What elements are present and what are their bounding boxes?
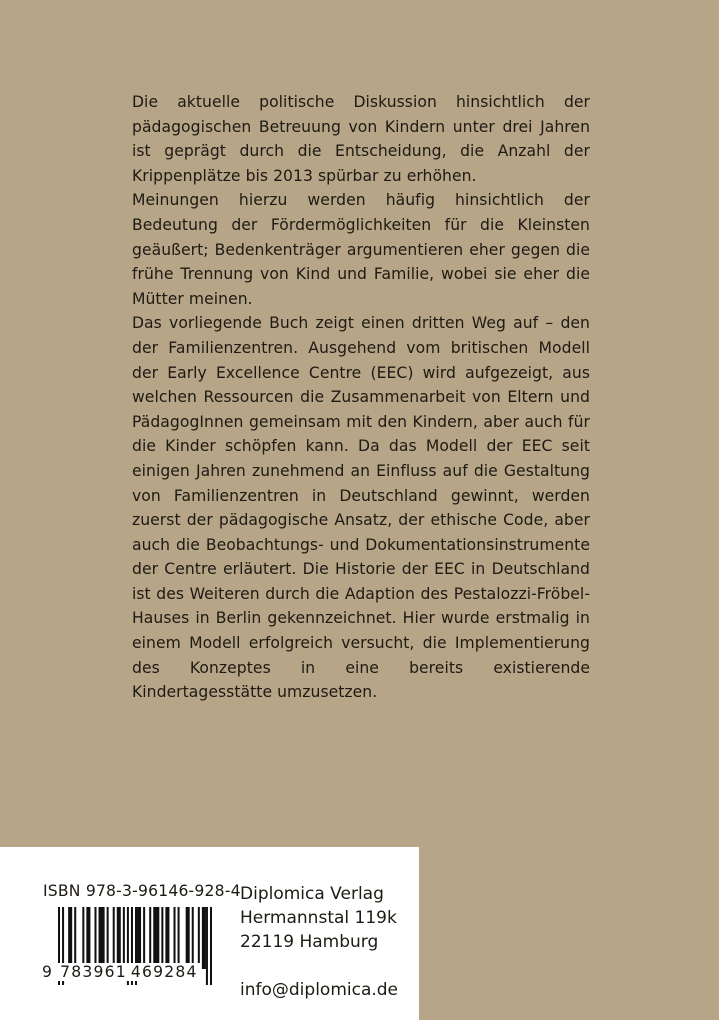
barcode-bar xyxy=(74,907,76,969)
barcode-bar xyxy=(192,907,194,969)
publisher-email-link[interactable]: info@diplomica.de xyxy=(240,980,399,1000)
barcode-bar xyxy=(82,907,84,969)
barcode-bar xyxy=(123,907,125,969)
barcode-bar xyxy=(99,907,105,969)
publisher-city: 22119 Hamburg xyxy=(240,932,379,952)
barcode-bar xyxy=(68,907,72,969)
barcode-bar xyxy=(178,907,180,969)
barcode-digits xyxy=(42,963,200,981)
barcode-bar xyxy=(86,907,90,969)
publisher-name: Diplomica Verlag xyxy=(240,884,384,904)
barcode-right-group: 469284 xyxy=(130,963,198,981)
barcode-bar xyxy=(113,907,115,969)
barcode-bar xyxy=(107,907,109,969)
isbn-label: ISBN 978-3-96146-928-4 xyxy=(43,882,241,900)
barcode-bar xyxy=(206,907,208,985)
barcode-bar xyxy=(186,907,190,969)
barcode-bar xyxy=(153,907,159,969)
blurb-paragraph-3: Das vorliegende Buch zeigt einen dritten Weg auf – den der Familienzentren. Ausgehend vom britischen Modell der Early Excellence Centre (EEC) wird aufgezeigt, aus welchen Ressourcen die Zusammenarbeit von Eltern und PädagogInnen gemeinsam mit den Kindern, aber auch für die Kinder schöpfen kann. Da das Modell der EEC seit einigen Jahren zunehmend an Einfluss auf die Gestaltung von Familienzentren in Deutschland gewinnt, werden zuerst der pädagogische Ansatz, der ethische Code, aber auch die Beobachtungs- und Dokumentationsinstrumente der Centre erläutert. Die Historie der EEC in Deutschland ist des Weiteren durch die Adaption des Pestalozzi-Fröbel-Hauses in Berlin gekennzeichnet. Hier wurde erstmalig in einem Modell erfolgreich versucht, die Implementierung des Konzeptes in eine bereits existierende Kindertagesstätte umzusetzen. xyxy=(132,314,590,702)
barcode-left-group: 783961 xyxy=(60,963,127,981)
publisher-address xyxy=(240,882,398,1002)
imprint-panel xyxy=(0,847,419,1020)
barcode-bar xyxy=(137,907,141,969)
barcode-bar xyxy=(143,907,145,969)
blurb-paragraph-1: Die aktuelle politische Diskussion hinsichtlich der pädagogischen Betreuung von Kindern unter drei Jahren ist geprägt durch die Entscheidung, die Anzahl der Krippenplätze bis 2013 spürbar zu erhöhen. xyxy=(132,93,590,185)
barcode-bar xyxy=(94,907,96,969)
barcode-bar xyxy=(174,907,176,969)
barcode-bar xyxy=(198,907,200,969)
barcode-bar xyxy=(149,907,151,969)
barcode-bar xyxy=(165,907,169,969)
blurb-paragraph-2: Meinungen hierzu werden häufig hinsichtlich der Bedeutung der Fördermöglichkeiten für die Kleinsten geäußert; Bedenkenträger argumentieren eher gegen die frühe Trennung von Kind und Familie, wobei sie eher die Mütter meinen. xyxy=(132,191,590,308)
barcode-bar xyxy=(161,907,163,969)
barcode-bar xyxy=(202,907,206,969)
barcode-bar xyxy=(117,907,121,969)
back-cover-blurb xyxy=(132,90,590,705)
barcode-first-digit: 9 xyxy=(42,963,54,981)
barcode-bar xyxy=(210,907,212,985)
publisher-street: Hermannstal 119k xyxy=(240,908,397,928)
